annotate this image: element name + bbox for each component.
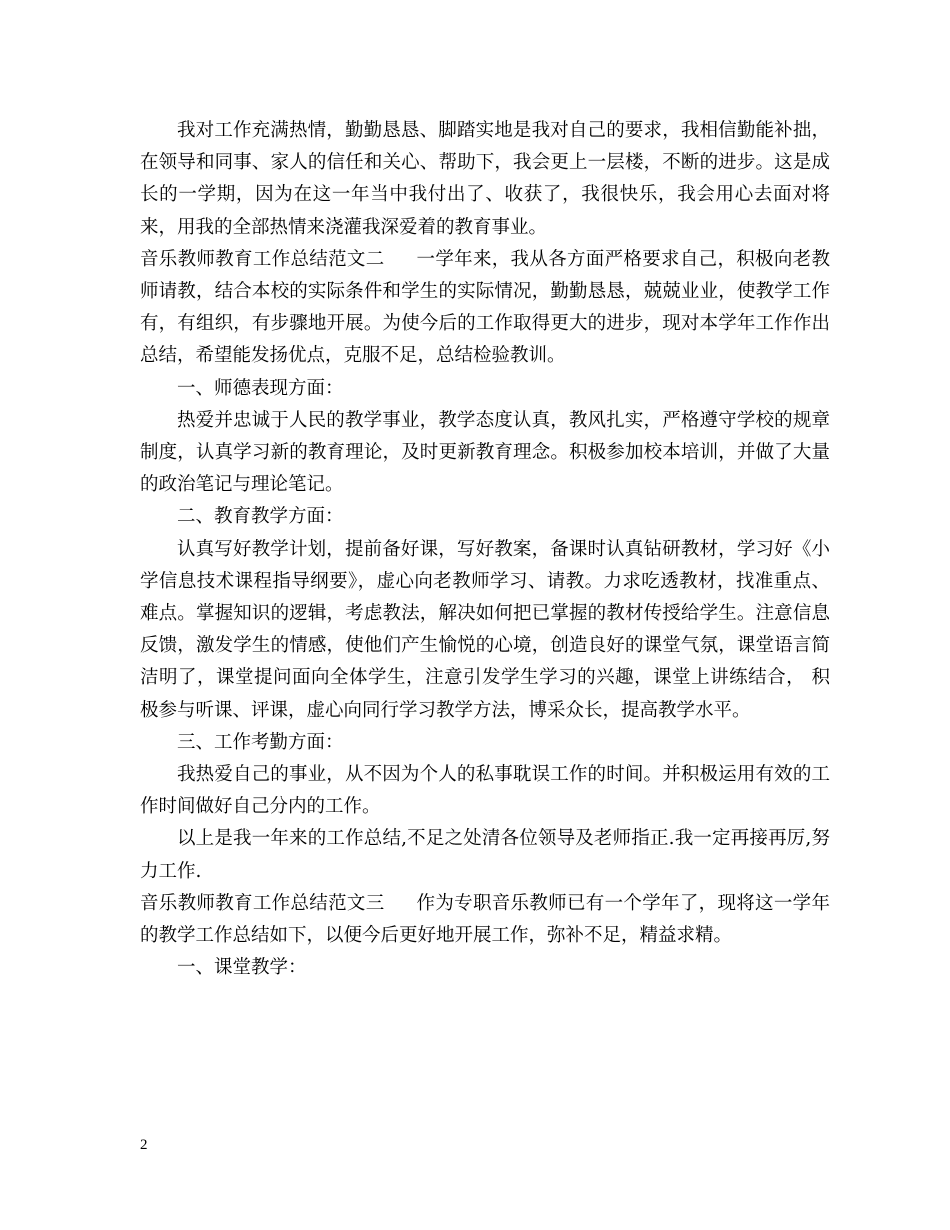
document-body	[140, 115, 830, 984]
section-heading: 音乐教师教育工作总结范文二	[140, 248, 385, 270]
paragraph: 认真写好教学计划，提前备好课，写好教案，备课时认真钻研教材，学习好《小学信息技术课程指导纲要》，虚心向老教师学习、请教。力求吃透教材，找准重点、难点。掌握知识的逻辑，考虑教法，解决如何把已掌握的教材传授给学生。注意信息反馈，激发学生的情感，使他们产生愉悦的心境，创造良好的课堂气氛，课堂语言简洁明了，课堂提问面向全体学生，注意引发学生学习的兴趣，课堂上讲练结合， 积极参与听课、评课，虚心向同行学习教学方法，博采众长，提高教学水平。	[140, 538, 830, 721]
paragraph: 以上是我一年来的工作总结,不足之处清各位领导及老师指正.我一定再接再厉,努力工作.	[140, 828, 830, 882]
paragraph-text: 一学年来，我从各方面严格要求自己，积极向老教师请教，结合本校的实际条件和学生的实际情况，勤勤恳恳，兢兢业业，使教学工作有，有组织，有步骤地开展。为使今后的工作取得更大的进步，现对本学年工作作出总结，希望能发扬优点，克服不足，总结检验教训。	[140, 248, 830, 367]
page-number: 2	[140, 1137, 148, 1153]
subsection-heading: 一、课堂教学：	[177, 957, 307, 979]
paragraph: 我热爱自己的事业，从不因为个人的私事耽误工作的时间。并积极运用有效的工作时间做好自己分内的工作。	[140, 764, 830, 818]
subsection-heading: 一、师德表现方面：	[177, 377, 344, 399]
paragraph-text: 作为专职音乐教师已有一个学年了，现将这一学年的教学工作总结如下，以便今后更好地开展工作，弥补不足，精益求精。	[140, 892, 830, 947]
section-heading: 音乐教师教育工作总结范文三	[140, 892, 385, 914]
paragraph-with-heading	[140, 244, 830, 373]
subsection-heading: 二、教育教学方面：	[177, 506, 344, 528]
paragraph: 我对工作充满热情，勤勤恳恳、脚踏实地是我对自己的要求，我相信勤能补拙，在领导和同事、家人的信任和关心、帮助下，我会更上一层楼，不断的进步。这是成长的一学期，因为在这一年当中我付出了、收获了，我很快乐，我会用心去面对将来，用我的全部热情来浇灌我深爱着的教育事业。	[140, 120, 830, 238]
paragraph-with-heading	[140, 888, 830, 952]
paragraph: 热爱并忠诚于人民的教学事业，教学态度认真，教风扎实，严格遵守学校的规章制度，认真学习新的教育理论，及时更新教育理念。积极参加校本培训，并做了大量的政治笔记与理论笔记。	[140, 409, 830, 496]
subsection-heading: 三、工作考勤方面：	[177, 731, 344, 753]
